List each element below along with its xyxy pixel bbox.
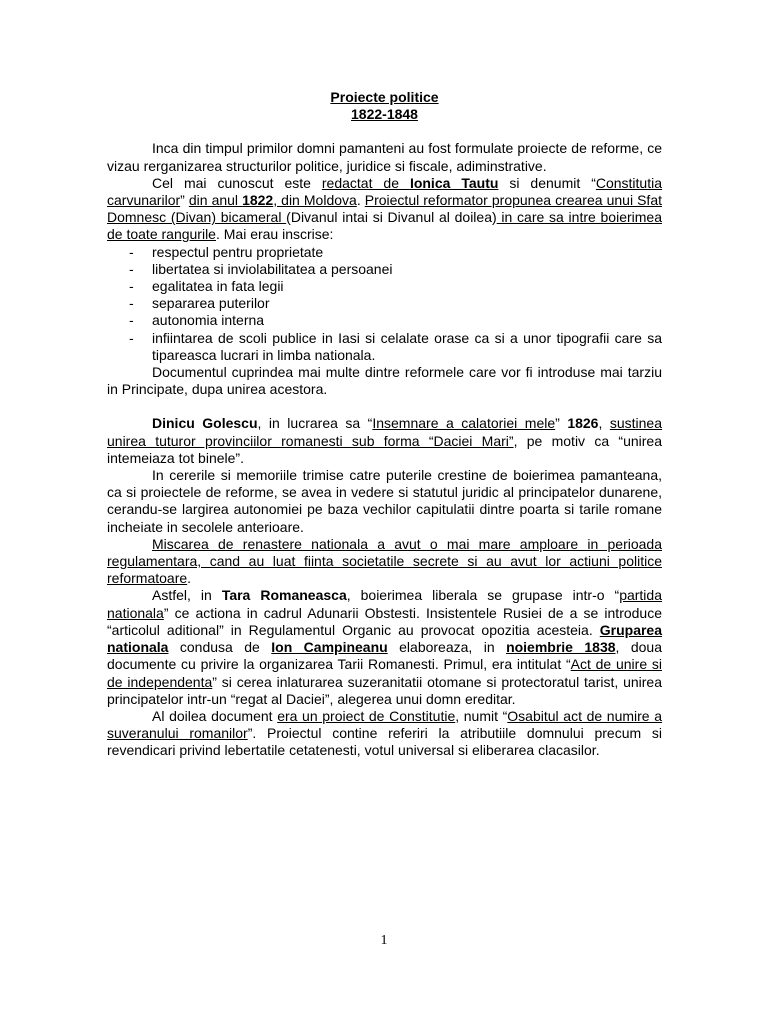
list-item: - egalitatea in fata legii [129,278,284,295]
paragraph-gap [107,398,662,415]
document-page [107,89,662,760]
document-subtitle: 1822-1848 [351,106,418,123]
paragraph-tara-romaneasca: Astfel, in Tara Romaneasca, boierimea liberala se grupase intr-o “partida nationala” ce actiona in cadrul Adunarii Obstesti. Insistentele Rusiei de a se introduce “articolul aditional” in Regulamentul Organic au provocat opozitia acesteia. Gruparea nationala condusa de Ion Campineanu elaboreaza, in noiembrie 1838, doua documente cu privire la organizarea Tarii Romanesti. Primul, era intitulat “Act de unire si de independenta” si cerea inlaturarea suzeranitatii otomane si protectoratul tarist, unirea principatelor intr-un “regat al Daciei”, alegerea unui domn ereditar. [107,587,663,707]
paragraph-renastere: Miscarea de renastere nationala a avut o mai mare amploare in perioada regulamentara, cand au luat fiinta societatile secrete si au avut lor actiuni politice reformatoare. [107,535,662,587]
paragraph-tautu: Cel mai cunoscut este redactat de Ionica Tautu si denumit “Constitutia carvunarilor” din anul 1822, din Moldova. Proiectul reformator propunea crearea unui Sfat Domnesc (Divan) bicameral (Divanul intai si Divanul al doilea) in care sa intre boierimea de toate rangurile. Mai erau inscrise: [107,174,663,243]
reform-list [107,244,662,364]
list-item: - autonomia interna [129,312,265,329]
bullet-dash: - [129,295,134,312]
list-item: - libertatea si inviolabilitatea a persoanei [129,260,393,277]
bullet-dash: - [129,278,134,295]
bullet-dash: - [129,312,134,329]
page-number: 1 [380,933,388,948]
list-item: - separarea puterilor [129,295,270,312]
paragraph-constitutie: Al doilea document era un proiect de Constitutie, numit “Osabitul act de numire a suveranului romanilor”. Proiectul contine referiri la atributiile domnului precum si revendicari privind lebertatile cetatenesti, votul universal si eliberarea clacasilor. [107,707,663,759]
document-title: Proiecte politice [330,89,439,105]
list-item: - infiintarea de scoli publice in Iasi si celalate orase ca si a unor tipografii care sa tipareasca lucrari in limba nationala. [129,329,662,363]
bullet-dash: - [129,329,134,346]
paragraph-golescu: Dinicu Golescu, in lucrarea sa “Insemnare a calatoriei mele” 1826, sustinea unirea tuturor provinciilor romanesti sub forma “Daciei Mari”, pe motiv ca “unirea intemeiaza tot binele”. [107,415,663,466]
paragraph-document-reforms: Documentul cuprindea mai multe dintre reformele care vor fi introduse mai tarziu in Principate, dupa unirea acestora. [107,364,662,398]
bullet-dash: - [129,243,134,260]
list-item: - respectul pentru proprietate [129,243,324,260]
bullet-dash: - [129,260,134,277]
title-block [107,89,662,123]
paragraph-memorii: In cererile si memoriile trimise catre puterile crestine de boierimea pamanteana, ca si proiectele de reforme, se avea in vedere si statutul juridic al principatelor dunarene, cerandu-se largirea autonomiei pe baza vechilor capitulatii dintre poarta si tarile romane incheiate in secolele anterioare. [107,467,662,535]
paragraph-intro: Inca din timpul primilor domni pamanteni au fost formulate proiecte de reforme, ce vizau rerganizarea structurilor politice, juridice si fiscale, adiminstrative. [107,140,662,174]
